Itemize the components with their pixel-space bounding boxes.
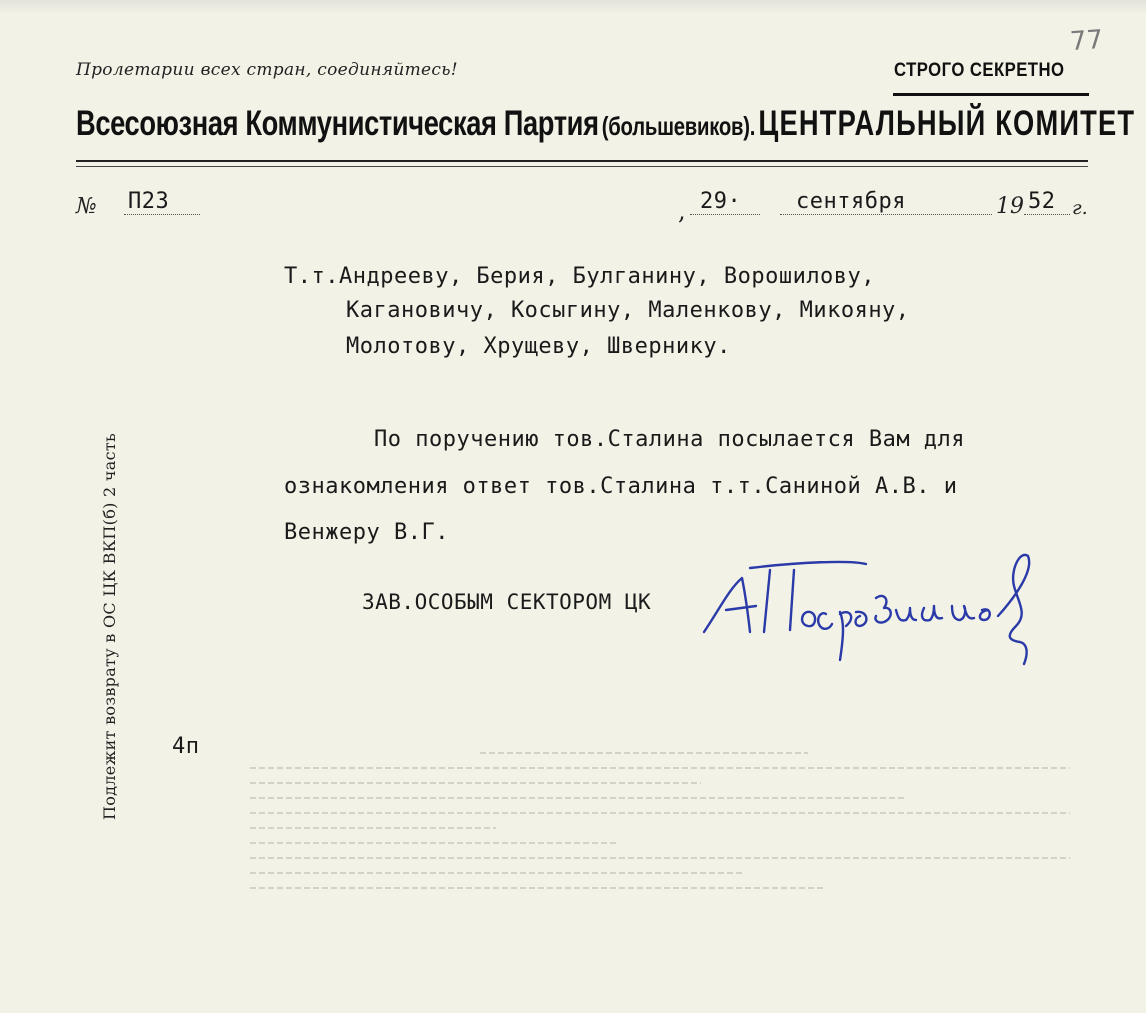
classification-stamp: СТРОГО СЕКРЕТНО bbox=[894, 60, 1065, 81]
signer-title: ЗАВ.ОСОБЫМ СЕКТОРОМ ЦК bbox=[362, 590, 652, 614]
body-line: По поручению тов.Сталина посылается Вам для bbox=[374, 427, 966, 452]
document-number: П23 bbox=[128, 189, 170, 214]
letterhead bbox=[76, 104, 1136, 150]
date-year: 52 bbox=[1028, 189, 1056, 214]
letterhead-rule-thin bbox=[76, 166, 1088, 167]
enclosure-note: 4п bbox=[172, 734, 200, 759]
return-notice-vertical: Подлежит возврату в ОС ЦК ВКП(б) 2 часть bbox=[100, 432, 119, 820]
handwritten-signature bbox=[690, 548, 1050, 678]
body-line: Венжеру В.Г. bbox=[284, 520, 449, 545]
letterhead-party: Всесоюзная Коммунистическая Партия bbox=[76, 104, 599, 143]
date-year-line bbox=[1024, 214, 1070, 215]
number-label: № bbox=[76, 194, 97, 219]
bleed-through-text bbox=[250, 752, 1070, 952]
date-day-line bbox=[690, 214, 760, 215]
letterhead-rule-thick bbox=[76, 160, 1088, 162]
classification-underline bbox=[893, 93, 1089, 96]
date-day: 29· bbox=[700, 189, 742, 214]
date-month: сентября bbox=[796, 189, 906, 214]
letterhead-party-suffix: (большевиков). bbox=[601, 111, 756, 141]
addressee-line: Т.т.Андрееву, Берия, Булганину, Ворошилову, bbox=[284, 264, 876, 289]
date-year-abbrev: г. bbox=[1072, 197, 1088, 219]
number-field-line bbox=[124, 214, 200, 215]
addressee-line: Кагановичу, Косыгину, Маленкову, Микояну, bbox=[346, 298, 910, 323]
slogan: Пролетарии всех стран, соединяйтесь! bbox=[76, 60, 458, 80]
addressee-line: Молотову, Хрущеву, Швернику. bbox=[346, 334, 731, 359]
body-line: ознакомления ответ тов.Сталина т.т.Саниной А.В. и bbox=[284, 474, 958, 499]
date-year-prefix: 19 bbox=[996, 194, 1024, 219]
date-quote-mark: , bbox=[678, 197, 686, 225]
date-month-line bbox=[780, 214, 992, 215]
archive-page-number: 77 bbox=[1068, 24, 1105, 58]
letterhead-committee: ЦЕНТРАЛЬНЫЙ КОМИТЕТ bbox=[758, 104, 1136, 143]
